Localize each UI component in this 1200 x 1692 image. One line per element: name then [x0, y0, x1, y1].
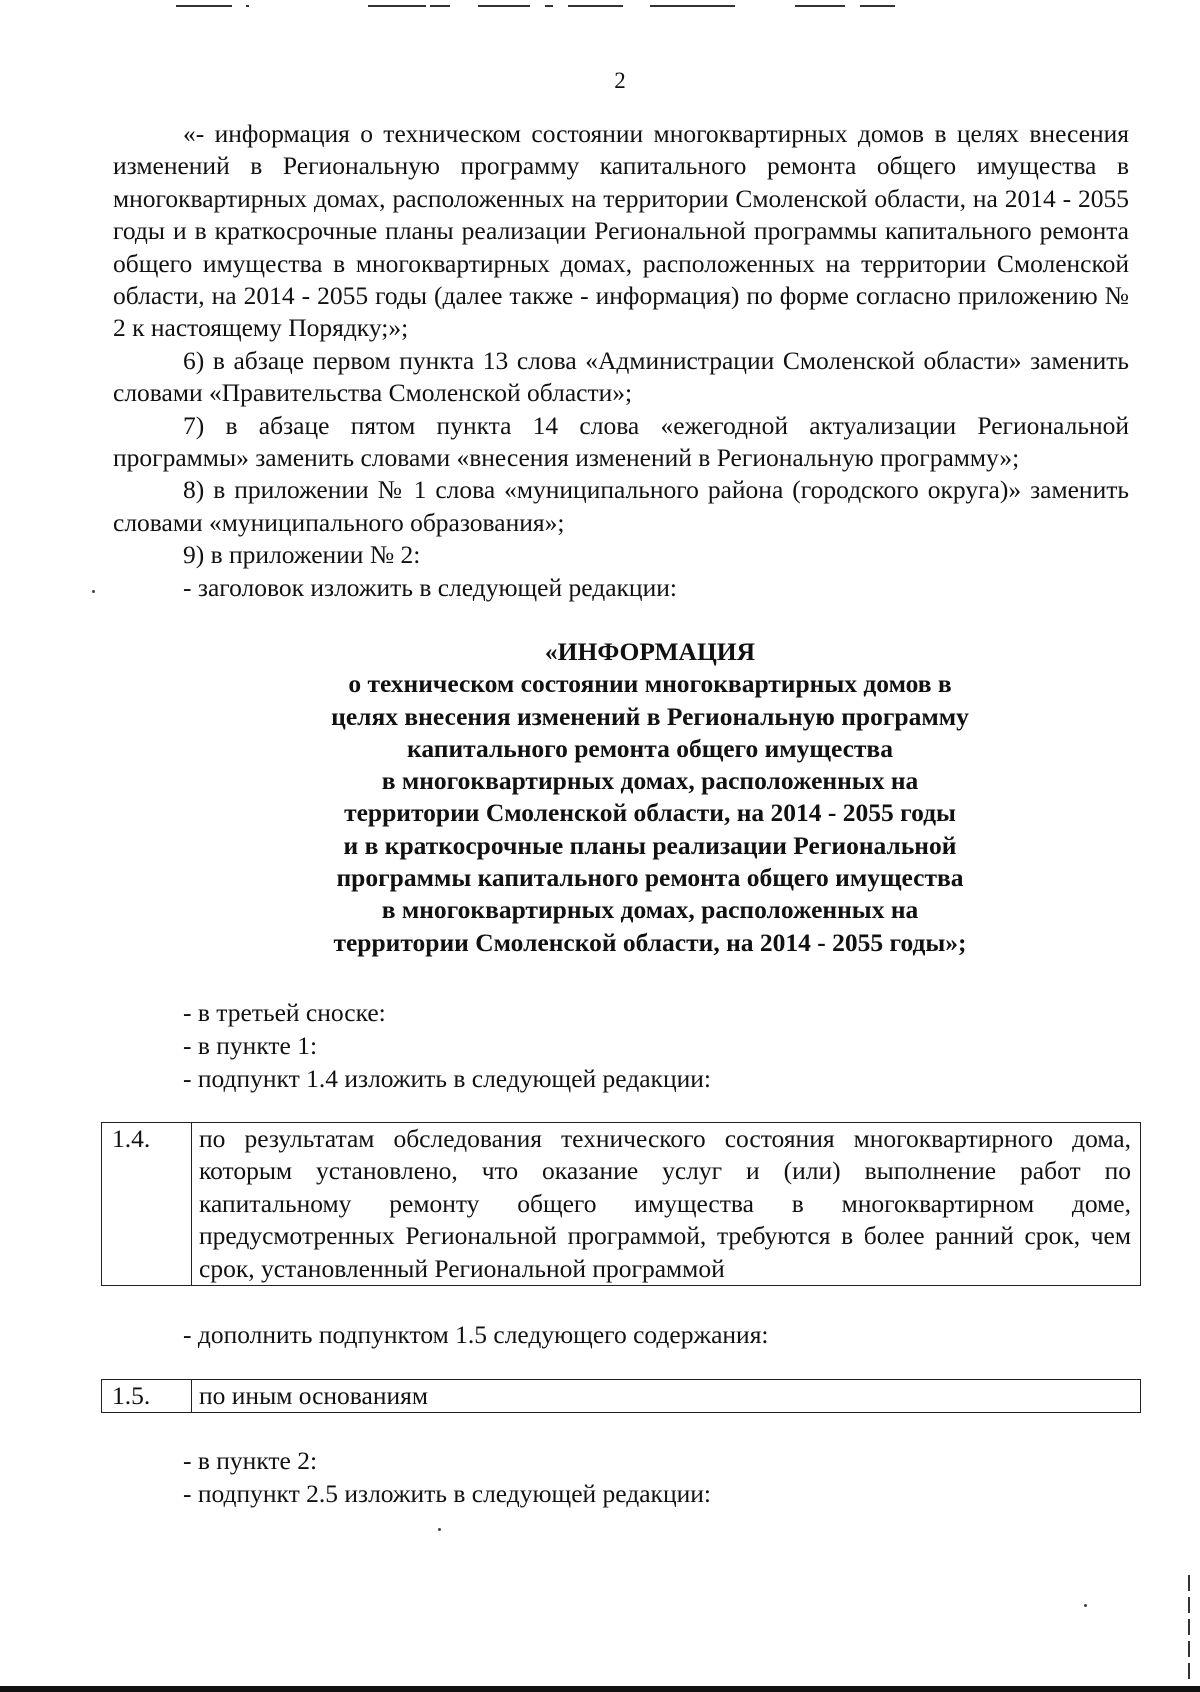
paragraph-heading-instruction: - заголовок изложить в следующей редакции: — [183, 572, 677, 602]
instruction-line: - в пункте 1: — [183, 1031, 318, 1060]
paragraph-item-7: 7) в абзаце пятом пункта 14 слова «ежегодной актуализации Региональной программы» заменить словами «внесения изменений в Региональную программу»; — [113, 410, 1129, 473]
page-number: 2 — [614, 68, 626, 93]
point-2-instructions — [183, 1444, 1083, 1510]
paragraph-item-6: 6) в абзаце первом пункта 13 слова «Администрации Смоленской области» заменить словами «Правительства Смоленской области»; — [113, 345, 1129, 408]
subitem-number: 1.4. — [102, 1123, 192, 1286]
subitem-number: 1.5. — [102, 1380, 192, 1413]
scan-speck — [92, 590, 95, 593]
paragraph-item-9: 9) в приложении № 2: — [183, 540, 421, 570]
heading-line: и в краткосрочные планы реализации Региональной — [343, 830, 957, 860]
heading-line: капитального ремонта общего имущества — [407, 733, 893, 763]
scan-speck — [438, 1528, 441, 1531]
subitem-text: по результатам обследования технического состояния многоквартирного дома, которым установлено, что оказание услуг и (или) выполнение работ по капитальному ремонту общего имущества в многоквартирном доме, предусмотренных Региональной программой, требуются в более ранний срок, чем срок, установленный Региональной программой — [192, 1123, 1141, 1286]
subitem-text: по иным основаниям — [192, 1380, 1141, 1413]
scan-artifact-right — [1188, 1575, 1190, 1683]
heading-line: в многоквартирных домах, расположенных на — [381, 766, 919, 796]
scan-artifact-bottom — [0, 1686, 1200, 1692]
footnote-instructions — [183, 996, 1083, 1095]
paragraph-item-8: 8) в приложении № 1 слова «муниципального района (городского округа)» заменить словами «муниципального образования»; — [113, 475, 1129, 537]
body-text — [113, 118, 1129, 604]
heading-line: целях внесения изменений в Региональную программу — [331, 701, 969, 731]
instruction-line: - в третьей сноске: — [183, 998, 386, 1027]
instruction-line: - подпункт 1.4 изложить в следующей редакции: — [183, 1064, 711, 1093]
instruction-line: - в пункте 2: — [183, 1446, 318, 1475]
scan-speck — [1084, 1604, 1087, 1607]
table-row — [102, 1123, 1141, 1286]
instruction-line: - дополнить подпунктом 1.5 следующего содержания: — [183, 1320, 769, 1349]
subitem-1-4-table — [101, 1122, 1141, 1286]
instruction-line: - подпункт 2.5 изложить в следующей редакции: — [183, 1479, 711, 1508]
scan-artifact-top — [0, 0, 1200, 12]
heading-line: территории Смоленской области, на 2014 - 2055 годы — [344, 798, 956, 828]
heading-line: «ИНФОРМАЦИЯ — [544, 637, 756, 666]
paragraph-info-definition: «- информация о техническом состоянии многоквартирных домов в целях внесения изменений в Региональную программу капитального ремонта общего имущества в многоквартирных домах, расположенных на территории Смоленской области, на 2014 - 2055 годы и в краткосрочные планы реализации Региональной программы капитального ремонта общего имущества в многоквартирных домах, расположенных на территории Смоленской области, на 2014 - 2055 годы (далее также - информация) по форме согласно приложению № 2 к настоящему Порядку;»; — [113, 119, 1129, 343]
table-row — [102, 1380, 1141, 1413]
subitem-1-5-table — [101, 1379, 1141, 1413]
heading-line: о техническом состоянии многоквартирных домов в — [348, 669, 952, 699]
heading-line: программы капитального ремонта общего имущества — [336, 863, 964, 893]
heading-line: территории Смоленской области, на 2014 - 2055 годы»; — [333, 927, 967, 957]
heading-line: в многоквартирных домах, расположенных на — [381, 895, 919, 925]
supplement-instruction — [183, 1318, 1083, 1351]
form-heading — [300, 636, 1000, 959]
